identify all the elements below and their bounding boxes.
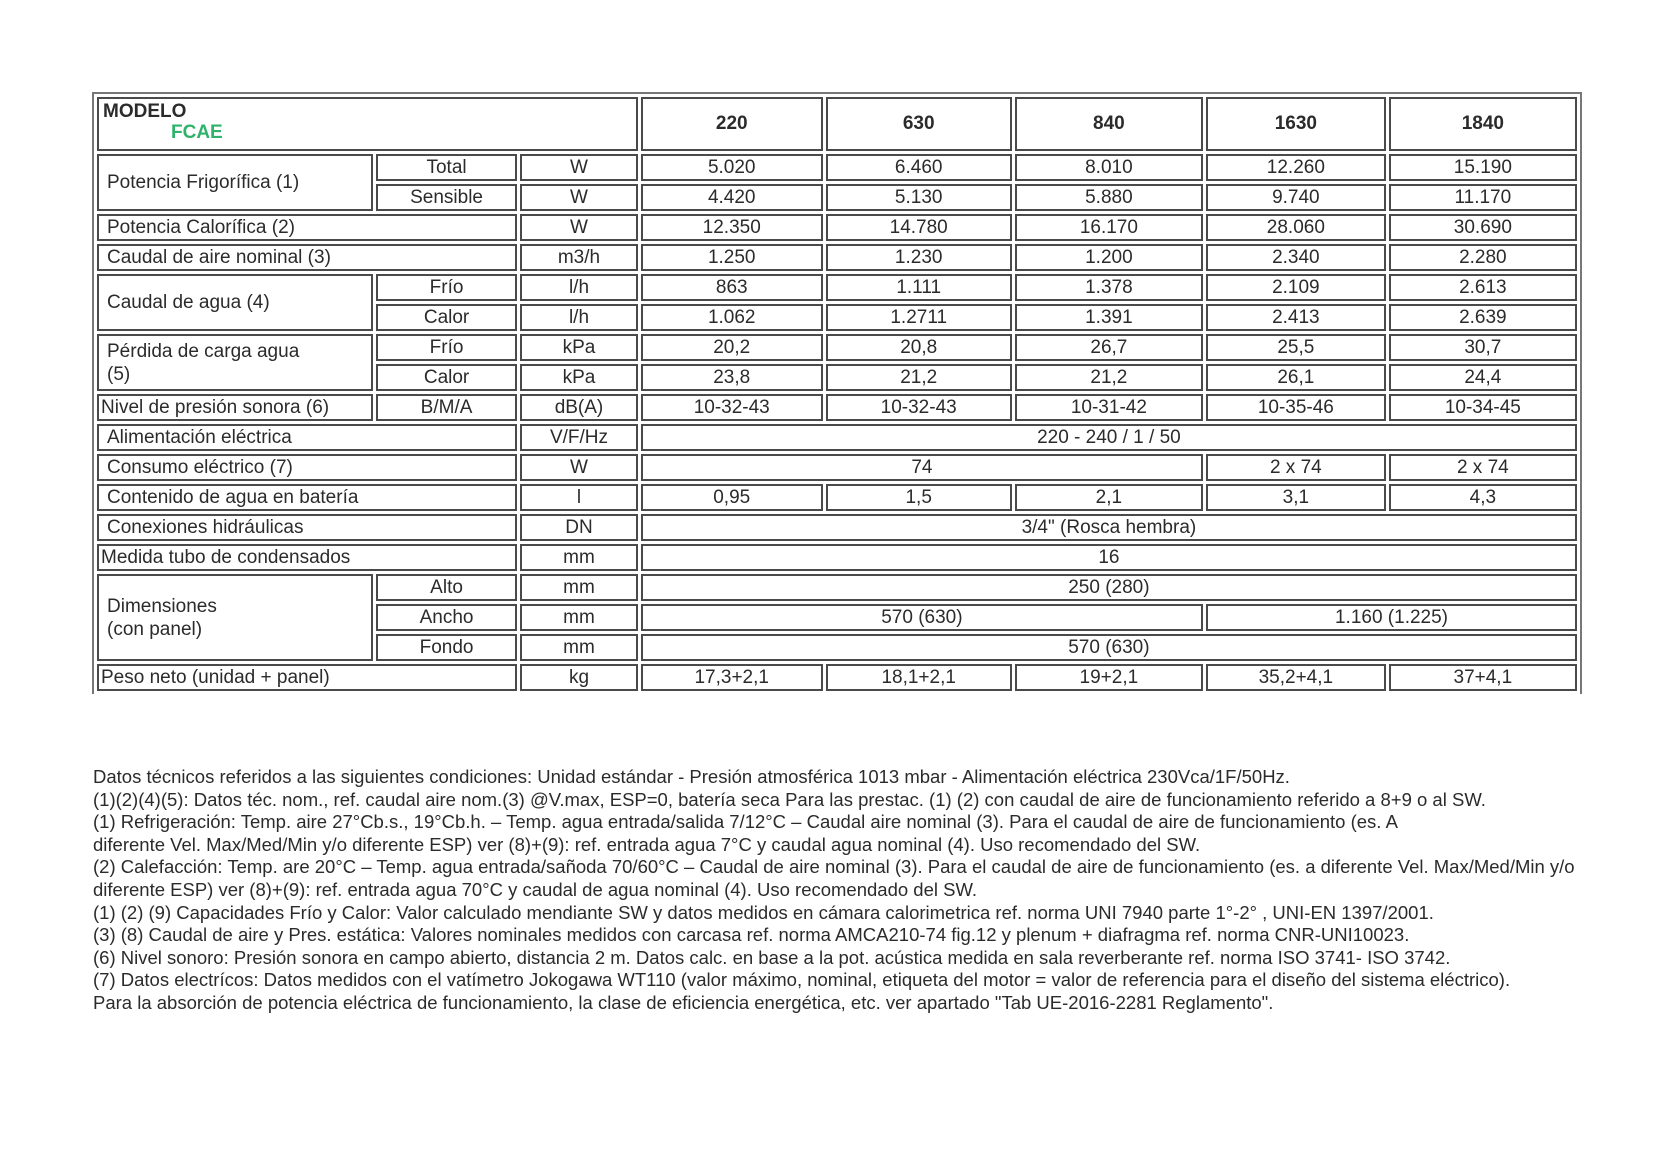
table-cell: 6.460: [826, 154, 1012, 181]
table-cell: 23,8: [641, 364, 823, 391]
table-cell: 4.420: [641, 184, 823, 211]
pressure-drop-label-line2: (5): [107, 363, 131, 385]
water-content-row: [97, 484, 1577, 511]
sound-label: Nivel de presión sonora (6): [97, 394, 373, 421]
dimensions-label-line1: Dimensiones: [107, 595, 217, 617]
model-series: FCAE: [171, 122, 223, 143]
waterflow-cold-row: [97, 274, 1577, 301]
water-content-label: Contenido de agua en batería: [97, 484, 517, 511]
footnote: diferente ESP) ver (8)+(9): ref. entrada agua 70°C y caudal de agua nominal (4). Uso recomendado del SW.: [93, 878, 978, 900]
table-cell: 12.260: [1206, 154, 1386, 181]
table-cell: 2,1: [1015, 484, 1203, 511]
sound-unit: dB(A): [520, 394, 638, 421]
footnote: (1) Refrigeración: Temp. aire 27°Cb.s., 19°Cb.h. – Temp. agua entrada/salida 7/12°C – Caudal aire nominal (3). Para el caudal de aire de funcionamiento (es. A: [93, 811, 1398, 833]
waterflow-label: Caudal de agua (4): [97, 274, 373, 331]
dimensions-width-value-large: 1.160 (1.225): [1206, 604, 1577, 631]
table-cell: 24,4: [1389, 364, 1577, 391]
table-cell: 2.413: [1206, 304, 1386, 331]
table-cell: 26,1: [1206, 364, 1386, 391]
connections-value: 3/4" (Rosca hembra): [641, 514, 1577, 541]
table-cell: 18,1+2,1: [826, 664, 1012, 691]
table-cell: 14.780: [826, 214, 1012, 241]
pressure-drop-heat-unit: kPa: [520, 364, 638, 391]
model-label: MODELO: [103, 101, 187, 122]
table-cell: 1.062: [641, 304, 823, 331]
dimensions-height-value: 250 (280): [641, 574, 1577, 601]
table-cell: 12.350: [641, 214, 823, 241]
table-cell: 10-32-43: [826, 394, 1012, 421]
table-cell: 0,95: [641, 484, 823, 511]
table-cell: 35,2+4,1: [1206, 664, 1386, 691]
table-cell: 5.880: [1015, 184, 1203, 211]
cooling-total-unit: W: [520, 154, 638, 181]
table-cell: 1.250: [641, 244, 823, 271]
dimensions-height-unit: mm: [520, 574, 638, 601]
table-cell: 2.613: [1389, 274, 1577, 301]
table-cell: 8.010: [1015, 154, 1203, 181]
weight-unit: kg: [520, 664, 638, 691]
table-cell: 2.639: [1389, 304, 1577, 331]
pressure-drop-cold-sub: Frío: [376, 334, 517, 361]
model-630-header: 630: [826, 97, 1012, 151]
table-cell: 1.111: [826, 274, 1012, 301]
consumption-row: [97, 454, 1577, 481]
cooling-total-sub: Total: [376, 154, 517, 181]
pressure-drop-cold-row: [97, 334, 1577, 361]
table-cell: 21,2: [1015, 364, 1203, 391]
table-cell: 1.230: [826, 244, 1012, 271]
table-cell: 863: [641, 274, 823, 301]
connections-label: Conexiones hidráulicas: [97, 514, 517, 541]
cooling-total-row: [97, 154, 1577, 181]
table-cell: 10-34-45: [1389, 394, 1577, 421]
dimensions-label-line2: (con panel): [107, 618, 203, 640]
consumption-value-small: 74: [641, 454, 1203, 481]
footnotes: [93, 766, 1583, 1015]
table-cell: 25,5: [1206, 334, 1386, 361]
consumption-value-1630: 2 x 74: [1206, 454, 1386, 481]
table-cell: 5.020: [641, 154, 823, 181]
model-840-header: 840: [1015, 97, 1203, 151]
pressure-drop-label: [97, 334, 373, 391]
pressure-drop-heat-sub: Calor: [376, 364, 517, 391]
heating-unit: W: [520, 214, 638, 241]
table-cell: 10-32-43: [641, 394, 823, 421]
waterflow-cold-sub: Frío: [376, 274, 517, 301]
table-cell: 1.200: [1015, 244, 1203, 271]
model-header-cell: [97, 97, 638, 151]
technical-data-table: [92, 92, 1582, 694]
table-cell: 20,8: [826, 334, 1012, 361]
waterflow-heat-sub: Calor: [376, 304, 517, 331]
consumption-value-1840: 2 x 74: [1389, 454, 1577, 481]
condensate-value: 16: [641, 544, 1577, 571]
table-cell: 5.130: [826, 184, 1012, 211]
table-cell: 16.170: [1015, 214, 1203, 241]
table-cell: 9.740: [1206, 184, 1386, 211]
power-supply-unit: V/F/Hz: [520, 424, 638, 451]
model-1840-header: 1840: [1389, 97, 1577, 151]
table-cell: 2.109: [1206, 274, 1386, 301]
table-cell: 30,7: [1389, 334, 1577, 361]
table-cell: 10-31-42: [1015, 394, 1203, 421]
cooling-label: Potencia Frigorífica (1): [97, 154, 373, 211]
airflow-unit: m3/h: [520, 244, 638, 271]
heating-row: [97, 214, 1577, 241]
waterflow-heat-unit: l/h: [520, 304, 638, 331]
footnote: (3) (8) Caudal de aire y Pres. estática: Valores nominales medidos con carcasa ref. norma AMCA210-74 fig.12 y plenum + diafragma ref. norma CNR-UNI10023.: [93, 924, 1410, 946]
pressure-drop-label-line1: Pérdida de carga agua: [107, 340, 300, 362]
waterflow-cold-unit: l/h: [520, 274, 638, 301]
dimensions-width-sub: Ancho: [376, 604, 517, 631]
table-header-row: [97, 97, 1577, 151]
footnote: (6) Nivel sonoro: Presión sonora en campo abierto, distancia 2 m. Datos calc. en base a la pot. acústica medida en sala reverberante ref. norma ISO 3741- ISO 3742.: [93, 946, 1451, 968]
table-cell: 26,7: [1015, 334, 1203, 361]
footnote: diferente Vel. Max/Med/Min y/o diferente ESP) ver (8)+(9): ref. entrada agua 7°C y caudal agua nominal (4). Uso recomendado del SW.: [93, 833, 1201, 855]
footnote: (2) Calefacción: Temp. are 20°C – Temp. agua entrada/sañoda 70/60°C – Caudal de aire nominal (3). Para el caudal de aire de funcionamiento (es. a diferente Vel. Max/Med/Min y/o: [93, 856, 1575, 878]
heating-label: Potencia Calorífica (2): [97, 214, 517, 241]
consumption-unit: W: [520, 454, 638, 481]
table-cell: 10-35-46: [1206, 394, 1386, 421]
weight-label: Peso neto (unidad + panel): [97, 664, 517, 691]
table-cell: 2.340: [1206, 244, 1386, 271]
table-cell: 3,1: [1206, 484, 1386, 511]
table-cell: 21,2: [826, 364, 1012, 391]
connections-unit: DN: [520, 514, 638, 541]
dimensions-width-unit: mm: [520, 604, 638, 631]
table-cell: 1,5: [826, 484, 1012, 511]
weight-row: [97, 664, 1577, 691]
sound-row: [97, 394, 1577, 421]
dimensions-height-row: [97, 574, 1577, 601]
cooling-sensible-sub: Sensible: [376, 184, 517, 211]
cooling-sensible-unit: W: [520, 184, 638, 211]
table-cell: 11.170: [1389, 184, 1577, 211]
table-cell: 1.2711: [826, 304, 1012, 331]
footnote: (1)(2)(4)(5): Datos téc. nom., ref. caudal aire nom.(3) @V.max, ESP=0, batería seca Para las prestac. (1) (2) con caudal de aire de funcionamiento referido a 8+9 o al SW.: [93, 788, 1486, 810]
table-cell: 19+2,1: [1015, 664, 1203, 691]
power-supply-row: [97, 424, 1577, 451]
table-cell: 37+4,1: [1389, 664, 1577, 691]
table-cell: 15.190: [1389, 154, 1577, 181]
footnote: (7) Datos electrícos: Datos medidos con el vatímetro Jokogawa WT110 (valor máximo, nominal, etiqueta del motor = valor de referencia para el diseño del sistema eléctrico).: [93, 969, 1511, 991]
airflow-label: Caudal de aire nominal (3): [97, 244, 517, 271]
table-cell: 2.280: [1389, 244, 1577, 271]
power-supply-value: 220 - 240 / 1 / 50: [641, 424, 1577, 451]
power-supply-label: Alimentación eléctrica: [97, 424, 517, 451]
table-cell: 1.391: [1015, 304, 1203, 331]
pressure-drop-cold-unit: kPa: [520, 334, 638, 361]
dimensions-depth-unit: mm: [520, 634, 638, 661]
model-220-header: 220: [641, 97, 823, 151]
footnote: Datos técnicos referidos a las siguientes condiciones: Unidad estándar - Presión atmosférica 1013 mbar - Alimentación eléctrica 230Vca/1F/50Hz.: [93, 766, 1290, 787]
airflow-row: [97, 244, 1577, 271]
condensate-label: Medida tubo de condensados: [97, 544, 517, 571]
table-cell: 20,2: [641, 334, 823, 361]
table-cell: 4,3: [1389, 484, 1577, 511]
dimensions-depth-sub: Fondo: [376, 634, 517, 661]
dimensions-height-sub: Alto: [376, 574, 517, 601]
dimensions-label: [97, 574, 373, 661]
sound-sub: B/M/A: [376, 394, 517, 421]
model-1630-header: 1630: [1206, 97, 1386, 151]
footnote: (1) (2) (9) Capacidades Frío y Calor: Valor calculado mendiante SW y datos medidos en cámara calorimetrica ref. norma UNI 7940 parte 1°-2° , UNI-EN 1397/2001.: [93, 901, 1434, 923]
table-cell: 17,3+2,1: [641, 664, 823, 691]
table-cell: 30.690: [1389, 214, 1577, 241]
dimensions-depth-value: 570 (630): [641, 634, 1577, 661]
dimensions-width-value-small: 570 (630): [641, 604, 1203, 631]
condensate-unit: mm: [520, 544, 638, 571]
footnote: Para la absorción de potencia eléctrica de funcionamiento, la clase de eficiencia energética, etc. ver apartado "Tab UE-2016-2281 Reglamento".: [93, 991, 1274, 1013]
water-content-unit: l: [520, 484, 638, 511]
consumption-label: Consumo eléctrico (7): [97, 454, 517, 481]
table-cell: 1.378: [1015, 274, 1203, 301]
connections-row: [97, 514, 1577, 541]
condensate-row: [97, 544, 1577, 571]
table-cell: 28.060: [1206, 214, 1386, 241]
